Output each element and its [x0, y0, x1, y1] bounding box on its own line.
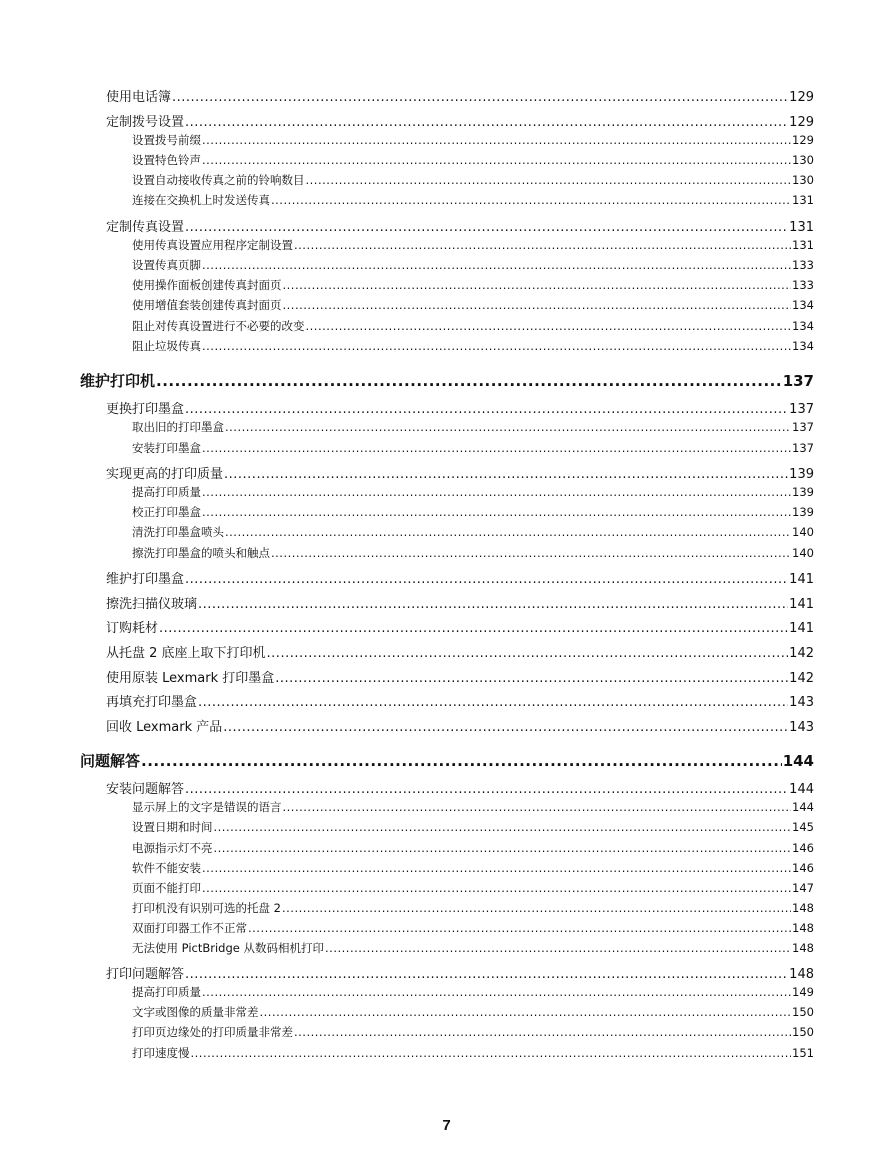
toc-entry[interactable] [106, 111, 814, 130]
toc-entry-page: 148 [789, 967, 814, 982]
toc-entry-page: 149 [792, 985, 814, 999]
toc-leader-dots [202, 441, 791, 455]
toc-entry[interactable] [132, 880, 814, 896]
toc-entry[interactable] [132, 132, 814, 148]
toc-leader-dots [202, 505, 791, 519]
toc-entry[interactable] [106, 716, 814, 735]
toc-leader-dots [283, 800, 792, 814]
toc-entry-page: 134 [792, 298, 814, 312]
toc-entry[interactable] [132, 237, 814, 253]
toc-entry-page: 143 [789, 695, 814, 710]
toc-entry-title: 定制传真设置 [106, 220, 185, 235]
toc-entry[interactable] [132, 819, 814, 835]
toc-leader-dots [202, 153, 791, 167]
toc-entry-page: 131 [792, 238, 814, 252]
toc-entry[interactable] [106, 691, 814, 710]
toc-entry-title: 打印机没有识别可选的托盘 2 [132, 901, 281, 915]
toc-entry-title: 文字或图像的质量非常差 [132, 1005, 259, 1019]
toc-entry-title: 阻止对传真设置进行不必要的改变 [132, 319, 305, 333]
toc-entry-page: 139 [792, 485, 814, 499]
toc-entry[interactable] [132, 860, 814, 876]
toc-entry-page: 141 [789, 621, 814, 636]
toc-entry[interactable] [106, 667, 814, 686]
toc-leader-dots [185, 402, 788, 417]
toc-leader-dots [267, 646, 789, 661]
toc-leader-dots [214, 841, 792, 855]
toc-entry-page: 146 [792, 861, 814, 875]
toc-entry[interactable] [106, 568, 814, 587]
toc-entry-page: 147 [792, 881, 814, 895]
toc-entry[interactable] [106, 593, 814, 612]
toc-leader-dots [260, 1005, 792, 1019]
toc-entry-title: 使用操作面板创建传真封面页 [132, 278, 282, 292]
toc-entry-title: 设置日期和时间 [132, 820, 213, 834]
toc-leader-dots [294, 1025, 791, 1039]
toc-entry[interactable] [132, 1045, 814, 1061]
toc-entry[interactable] [132, 984, 814, 1000]
toc-leader-dots [198, 597, 788, 612]
toc-entry[interactable] [106, 463, 814, 482]
toc-entry[interactable] [106, 398, 814, 417]
toc-entry-page: 148 [792, 901, 814, 915]
toc-entry-page: 137 [792, 441, 814, 455]
toc-entry[interactable] [132, 152, 814, 168]
toc-entry[interactable] [132, 1024, 814, 1040]
toc-entry-title: 清洗打印墨盒喷头 [132, 525, 224, 539]
toc-entry[interactable] [106, 617, 814, 636]
toc-leader-dots [306, 319, 792, 333]
toc-entry-title: 设置特色铃声 [132, 153, 201, 167]
toc-entry-page: 151 [792, 1046, 814, 1060]
toc-leader-dots [156, 372, 782, 390]
toc-entry-page: 141 [789, 597, 814, 612]
toc-leader-dots [202, 985, 791, 999]
toc-leader-dots [271, 546, 791, 560]
toc-entry-title: 实现更高的打印质量 [106, 467, 224, 482]
toc-leader-dots [223, 720, 788, 735]
toc-entry-title: 擦洗打印墨盒的喷头和触点 [132, 546, 270, 560]
toc-entry[interactable] [132, 504, 814, 520]
toc-entry-title: 更换打印墨盒 [106, 402, 185, 417]
toc-entry[interactable] [132, 524, 814, 540]
toc-leader-dots [294, 238, 791, 252]
toc-entry-page: 133 [792, 258, 814, 272]
toc-leader-dots [283, 278, 792, 292]
toc-entry-title: 提高打印质量 [132, 485, 201, 499]
toc-entry-title: 安装打印墨盒 [132, 441, 201, 455]
toc-leader-dots [202, 485, 791, 499]
toc-entry[interactable] [106, 778, 814, 797]
toc-leader-dots [172, 90, 788, 105]
toc-entry-page: 131 [789, 220, 814, 235]
toc-entry-page: 130 [792, 173, 814, 187]
toc-leader-dots [325, 941, 791, 955]
toc-entry-title: 再填充打印墨盒 [106, 695, 198, 710]
toc-entry-title: 提高打印质量 [132, 985, 201, 999]
toc-entry-title: 维护打印墨盒 [106, 572, 185, 587]
toc-entry-page: 144 [792, 800, 814, 814]
toc-entry-title: 使用传真设置应用程序定制设置 [132, 238, 293, 252]
toc-entry-page: 129 [789, 115, 814, 130]
toc-entry-title: 设置传真页脚 [132, 258, 201, 272]
toc-entry-title: 显示屏上的文字是错误的语言 [132, 800, 282, 814]
toc-entry[interactable] [132, 545, 814, 561]
toc-entry-title: 设置自动接收传真之前的铃响数目 [132, 173, 305, 187]
toc-entry-page: 145 [792, 820, 814, 834]
toc-chapter-page: 137 [782, 372, 814, 390]
toc-entry-title: 电源指示灯不亮 [132, 841, 213, 855]
toc-entry-title: 阻止垃圾传真 [132, 339, 201, 353]
toc-entry[interactable] [132, 484, 814, 500]
toc-entry-page: 148 [792, 921, 814, 935]
toc-entry-title: 使用原装 Lexmark 打印墨盒 [106, 671, 275, 686]
toc-entry[interactable] [106, 642, 814, 661]
toc-entry[interactable] [132, 277, 814, 293]
toc-entry[interactable] [132, 338, 814, 354]
toc-leader-dots [202, 258, 791, 272]
toc-entry[interactable] [106, 86, 814, 105]
toc-entry[interactable] [132, 840, 814, 856]
toc-entry-title: 双面打印器工作不正常 [132, 921, 247, 935]
toc-entry-page: 137 [792, 420, 814, 434]
toc-leader-dots [185, 782, 788, 797]
toc-entry[interactable] [132, 1004, 814, 1020]
toc-leader-dots [202, 339, 791, 353]
toc-entry[interactable] [132, 920, 814, 936]
toc-leader-dots [185, 572, 788, 587]
toc-leader-dots [271, 193, 791, 207]
toc-chapter[interactable] [80, 750, 814, 771]
toc-entry[interactable] [106, 963, 814, 982]
toc-entry-title: 页面不能打印 [132, 881, 201, 895]
toc-entry[interactable] [132, 940, 814, 956]
toc-entry-title: 安装问题解答 [106, 782, 185, 797]
toc-entry-page: 130 [792, 153, 814, 167]
toc-entry-page: 150 [792, 1005, 814, 1019]
toc-leader-dots [224, 467, 788, 482]
toc-entry-page: 139 [789, 467, 814, 482]
toc-entry-page: 129 [792, 133, 814, 147]
toc-leader-dots [202, 861, 791, 875]
toc-leader-dots [202, 881, 791, 895]
toc-leader-dots [202, 133, 791, 147]
toc-leader-dots [225, 420, 791, 434]
toc-entry-title: 定制拨号设置 [106, 115, 185, 130]
toc-entry-page: 150 [792, 1025, 814, 1039]
toc-entry-page: 144 [789, 782, 814, 797]
toc-entry[interactable] [132, 799, 814, 815]
toc-entry-page: 137 [789, 402, 814, 417]
toc-leader-dots [248, 921, 791, 935]
toc-entry-title: 使用增值套装创建传真封面页 [132, 298, 282, 312]
toc-entry-title: 订购耗材 [106, 621, 159, 636]
toc-entry-page: 140 [792, 546, 814, 560]
toc-entry-title: 软件不能安装 [132, 861, 201, 875]
toc-entry[interactable] [132, 257, 814, 273]
toc-chapter-title: 问题解答 [80, 752, 141, 770]
toc-leader-dots [225, 525, 791, 539]
toc-entry-title: 从托盘 2 底座上取下打印机 [106, 646, 266, 661]
toc-leader-dots [214, 820, 792, 834]
toc-entry[interactable] [132, 172, 814, 188]
toc-entry-title: 打印速度慢 [132, 1046, 190, 1060]
toc-entry-page: 141 [789, 572, 814, 587]
toc-chapter[interactable] [80, 370, 814, 391]
toc-entry[interactable] [132, 318, 814, 334]
toc-entry-page: 142 [789, 646, 814, 661]
toc-leader-dots [185, 220, 788, 235]
toc-leader-dots [198, 695, 788, 710]
toc-entry-title: 擦洗扫描仪玻璃 [106, 597, 198, 612]
page-number: 7 [442, 1117, 451, 1134]
toc-entry-page: 140 [792, 525, 814, 539]
toc-entry-title: 取出旧的打印墨盒 [132, 420, 224, 434]
toc-leader-dots [185, 115, 788, 130]
toc-entry-page: 146 [792, 841, 814, 855]
toc-entry-page: 143 [789, 720, 814, 735]
toc-entry[interactable] [132, 440, 814, 456]
toc-entry-page: 142 [789, 671, 814, 686]
toc-entry-title: 连接在交换机上时发送传真 [132, 193, 270, 207]
toc-entry-title: 打印页边缘处的打印质量非常差 [132, 1025, 293, 1039]
toc-entry-page: 134 [792, 319, 814, 333]
toc-entry-page: 148 [792, 941, 814, 955]
toc-leader-dots [191, 1046, 792, 1060]
toc-leader-dots [159, 621, 788, 636]
toc-entry[interactable] [132, 297, 814, 313]
toc-leader-dots [141, 752, 782, 770]
toc-entry-page: 133 [792, 278, 814, 292]
toc-entry-page: 129 [789, 90, 814, 105]
toc-entry[interactable] [132, 900, 814, 916]
toc-leader-dots [275, 671, 788, 686]
toc-entry[interactable] [132, 419, 814, 435]
toc-leader-dots [306, 173, 792, 187]
toc-chapter-title: 维护打印机 [80, 372, 156, 390]
toc-entry-page: 131 [792, 193, 814, 207]
toc-entry-page: 134 [792, 339, 814, 353]
toc-entry-title: 打印问题解答 [106, 967, 185, 982]
toc-entry-title: 校正打印墨盒 [132, 505, 201, 519]
toc-entry[interactable] [132, 192, 814, 208]
toc-leader-dots [282, 901, 791, 915]
toc-leader-dots [283, 298, 792, 312]
toc-entry-title: 设置拨号前缀 [132, 133, 201, 147]
toc-leader-dots [185, 967, 788, 982]
toc-entry-title: 回收 Lexmark 产品 [106, 720, 223, 735]
toc-entry-title: 无法使用 PictBridge 从数码相机打印 [132, 941, 325, 955]
toc-entry-page: 139 [792, 505, 814, 519]
toc-entry[interactable] [106, 216, 814, 235]
toc-chapter-page: 144 [782, 752, 814, 770]
toc-entry-title: 使用电话簿 [106, 90, 172, 105]
